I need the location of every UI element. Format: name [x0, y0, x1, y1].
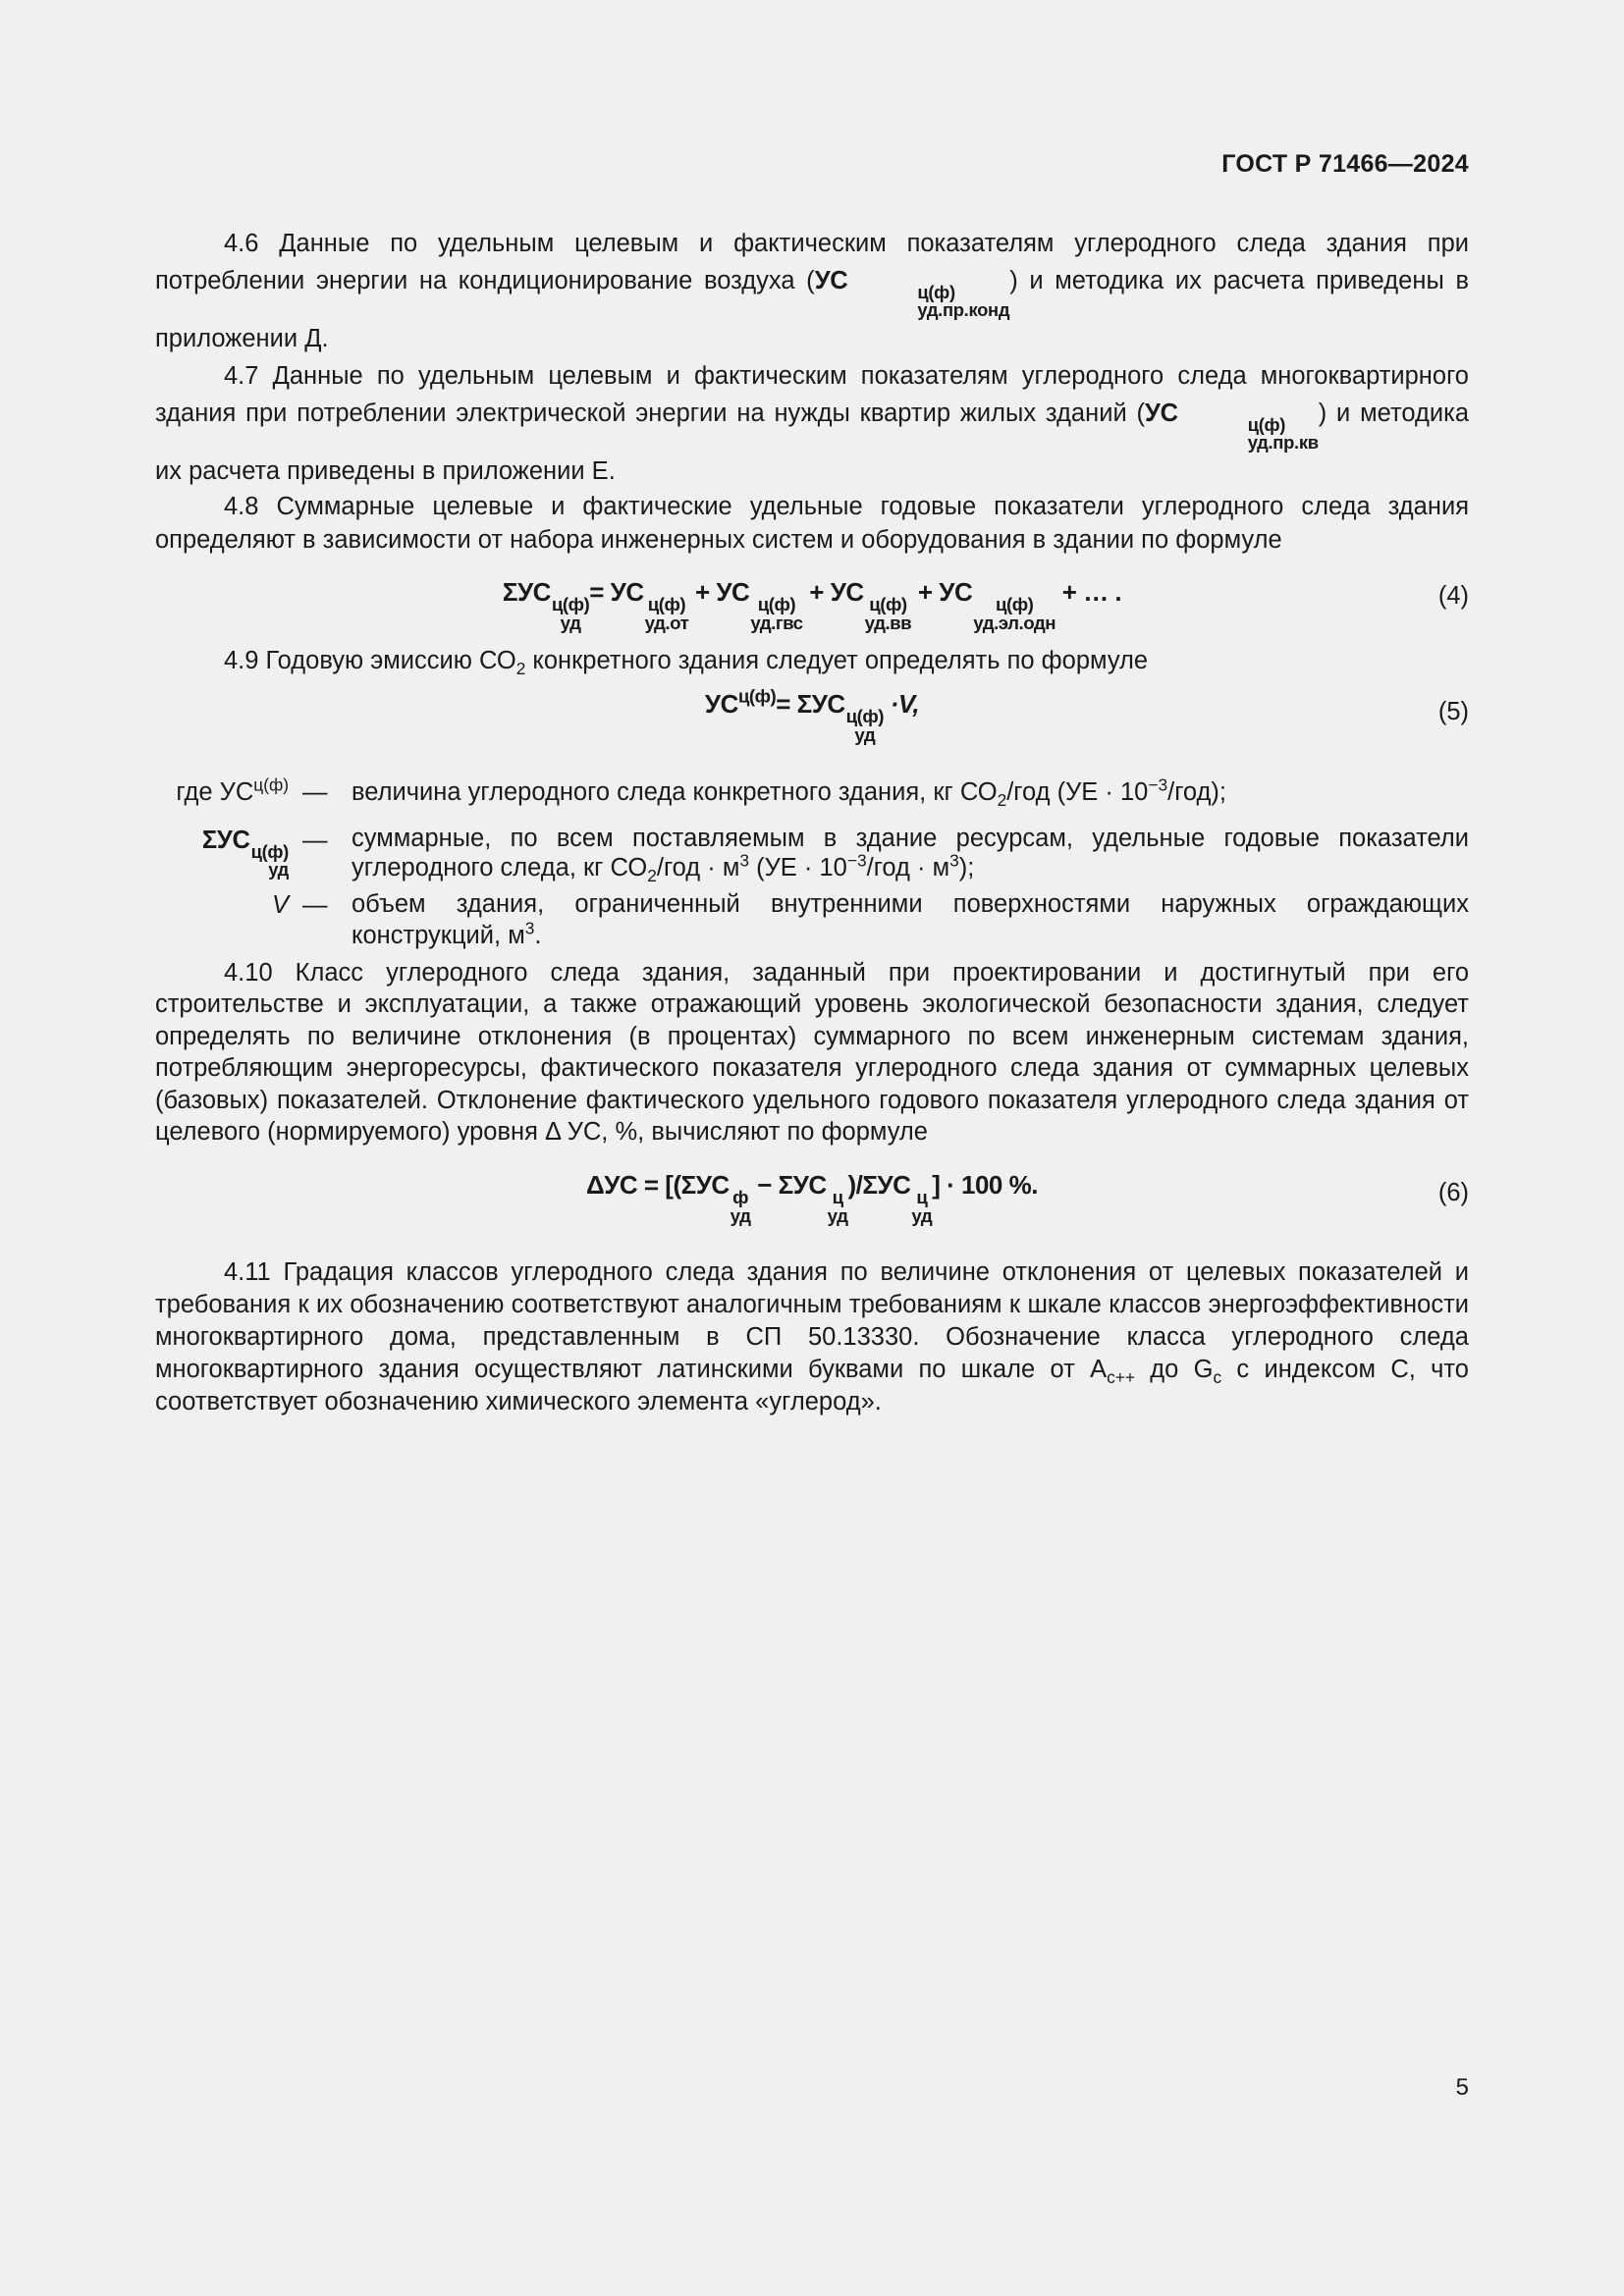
symbol-us-conditioning: УС ц(ф) уд.пр.конд [814, 267, 1010, 321]
equation-number-5: (5) [1437, 698, 1469, 726]
document-header: ГОСТ Р 71466—2024 [1221, 150, 1469, 178]
symbol-us-apartments: УС ц(ф) уд.пр.кв [1145, 399, 1319, 454]
formula-4: ΣУС ц(ф) уд = УС ц(ф) уд.от + УС ц(ф) уд.гвс + УС ц(ф) уд.вв + УС ц(ф) уд.эл.одн + … . (4) [502, 576, 1469, 633]
paragraph-4-9: 4.9 Годовую эмиссию $СО_2$ конкретного здания следует определять по формуле [224, 646, 1149, 678]
paragraph-4-7: 4.7 Данные по удельным целевым и фактическим показателям углеродного следа многоквартирного здания при потреблении электрической энергии на нужды квартир жилых зданий (УС ц(ф) уд.пр.кв ) и методика их расчета приведены в приложении Е. [155, 361, 1469, 485]
paragraph-4-10: 4.10 Класс углеродного следа здания, заданный при проектировании и достигнутый при его строительстве и эксплуатации, а также отражающий уровень экологической безопасности здания, следует определять по величине отклонения (в процентах) суммарного по всем инженерным системам здания, потребляющим энергоресурсы, фактического показателя углеродного следа здания от суммарных целевых (базовых) показателей. Отклонение фактического удельного годового показателя углеродного следа здания от целевого (нормируемого) уровня Δ УС, %, вычисляют по формуле [155, 958, 1469, 1147]
definition-row: V — объем здания, ограниченный внутренними поверхностями наружных ограждающих конструкций, $м^3$. [271, 889, 1469, 949]
definition-row: где $УС^{ц(ф)}$ — величина углеродного следа конкретного здания, кг $СО_2$/год $(УЕ \cdot 10^{-3}/год)$; [176, 774, 1227, 811]
paragraph-4-8: 4.8 Суммарные целевые и фактические удельные годовые показатели углеродного следа здания определяют в зависимости от набора инженерных систем и оборудования в здании по формуле [155, 492, 1469, 555]
paragraph-4-6: 4.6 Данные по удельным целевым и фактическим показателям углеродного следа здания при потреблении энергии на кондиционирование воздуха (УС ц(ф) уд.пр.конд ) и методика их расчета приведены в приложении Д. [155, 230, 1469, 352]
equation-number-4: (4) [1437, 581, 1469, 610]
paragraph-4-11: 4.11 Градация классов углеродного следа здания по величине отклонения от целевых показателей и требования к их обозначению соответствуют аналогичным требованиям к шкале классов энергоэффективности многоквартирного дома, представленным в СП 50.13330. Обозначение класса углеродного следа многоквартирного здания осуществляют латинскими буквами по шкале от $A_{c++}$ до $G_c$ с индексом С, что соответствует обозначению химического элемента «углерод». [155, 1257, 1469, 1415]
page-number: 5 [1455, 2074, 1469, 2101]
formula-6: ΔУС = [(ΣУС ф уд − ΣУС ц уд )/ΣУС ц уд ] · 100 %. (6) [586, 1169, 1469, 1226]
document-body [155, 225, 1469, 1418]
equation-number-6: (6) [1437, 1178, 1469, 1206]
definition-row: ΣУС ц(ф) уд — суммарные, по всем поставляемым в здание ресурсам, удельные годовые показатели углеродного следа, кг $СО_2$/год · $м^3$ ($УЕ \cdot 10^{-3}$/год · $м^3$); [201, 824, 1469, 885]
formula-5: $УС^{ц(ф)}= \Sigma УС$ ц(ф) уд ·V, (5) [704, 685, 1469, 746]
definitions-list [155, 775, 1469, 951]
